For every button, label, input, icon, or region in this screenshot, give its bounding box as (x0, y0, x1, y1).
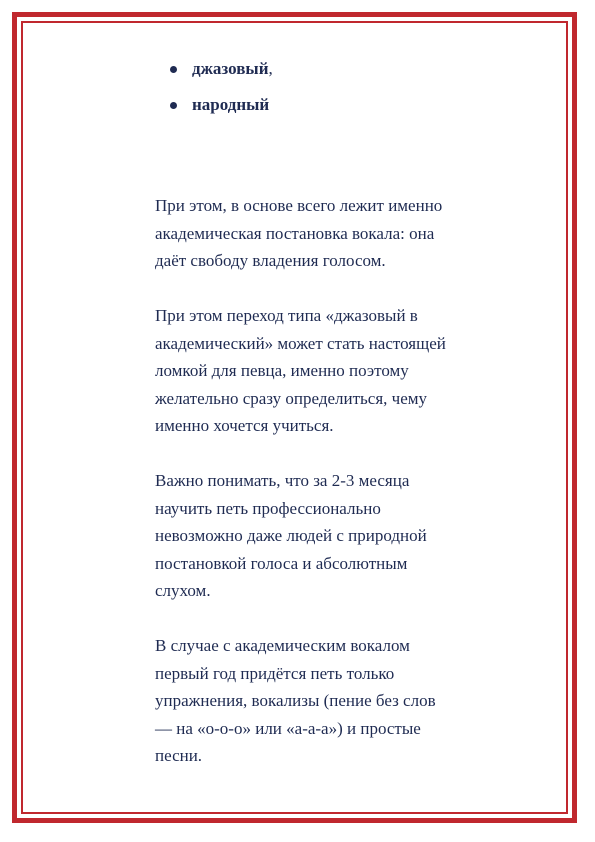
text-line: первый год придётся петь только (155, 663, 395, 683)
text-line: академическая постановка вокала: она (155, 223, 435, 243)
paragraph (155, 467, 515, 605)
text-line: невозможно даже людей с природной (155, 526, 427, 545)
paragraph (155, 632, 515, 770)
paragraph (155, 302, 515, 440)
text-line: — на «о-о-о» или «а-а-а») и простые (155, 718, 421, 738)
text-line: научить петь профессионально (155, 498, 381, 518)
list-item (168, 92, 273, 128)
text-line: постановкой голоса и абсолютным (155, 553, 408, 573)
text-line: желательно сразу определиться, чему (155, 388, 428, 408)
text-line: ломкой для певца, именно поэтому (155, 361, 409, 380)
bullet-icon (170, 102, 177, 109)
bullet-icon (170, 66, 177, 73)
text-line: Важно понимать, что за 2-3 месяца (155, 471, 410, 490)
text-line: именно хочется учиться. (155, 416, 334, 435)
list-item (168, 56, 273, 92)
text-line: даёт свободу владения голосом. (155, 251, 386, 270)
text-line: При этом переход типа «джазовый в (155, 306, 418, 325)
genre-list (168, 56, 273, 128)
text-line: академический» может стать настоящей (155, 333, 446, 353)
list-item-label: народный (192, 95, 270, 114)
text-line: В случае с академическим вокалом (155, 636, 410, 655)
text-line: песни. (155, 746, 203, 765)
text-line: При этом, в основе всего лежит именно (155, 196, 443, 215)
text-line: слухом. (155, 581, 211, 600)
list-item-suffix: , (268, 59, 273, 78)
paragraph (155, 192, 515, 275)
list-item-label: джазовый (192, 59, 269, 78)
text-line: упражнения, вокализы (пение без слов (155, 691, 436, 710)
body-text (155, 192, 515, 797)
